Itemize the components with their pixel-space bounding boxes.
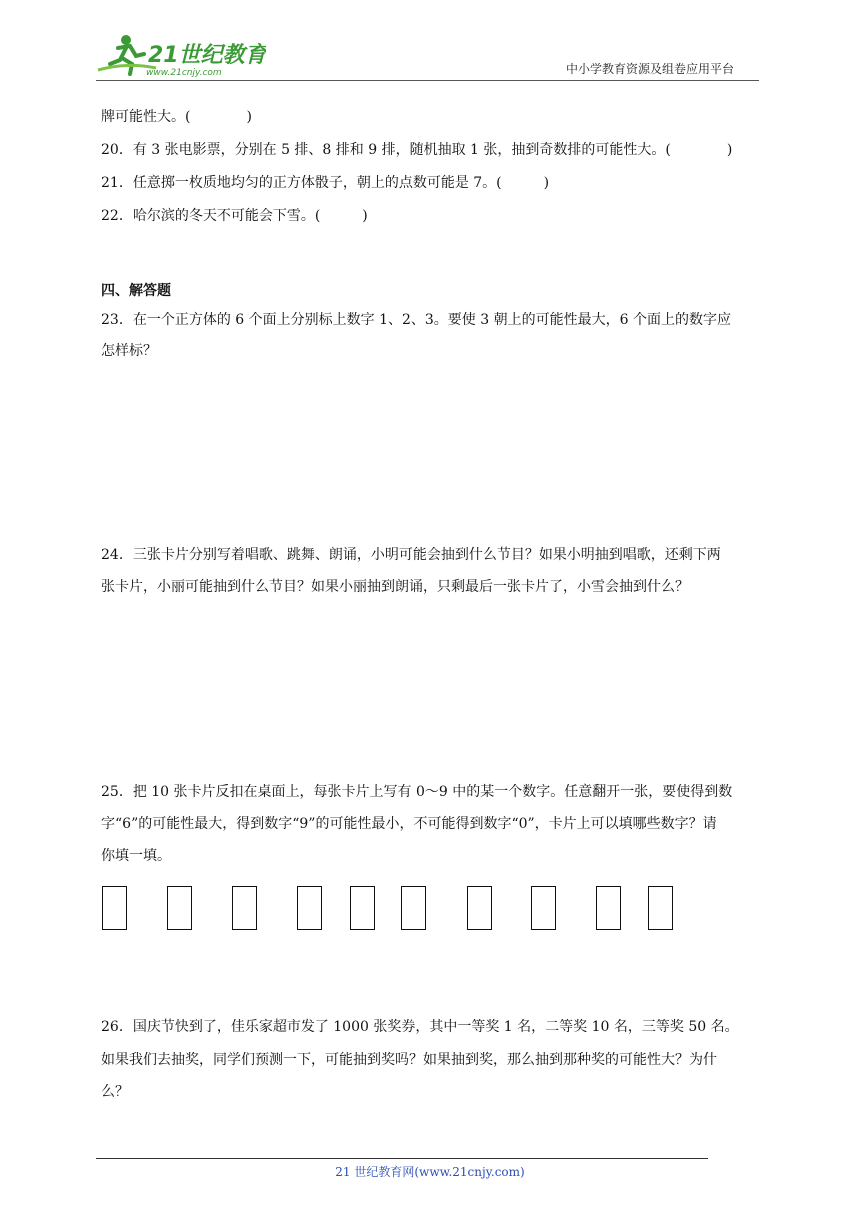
logo-text: 21世纪教育: [148, 43, 266, 68]
footer-divider: [96, 1158, 708, 1159]
question-24-line-1: 24．三张卡片分别写着唱歌、跳舞、朗诵，小明可能会抽到什么节目？如果小明抽到唱歌，还剩下两: [101, 547, 721, 563]
site-name: 中小学教育资源及组卷应用平台: [566, 62, 735, 76]
runner-logo-icon: [96, 30, 266, 80]
question-19-tail: 牌可能性大。( ): [101, 109, 252, 125]
question-23-line-1: 23．在一个正方体的 6 个面上分别标上数字 1、2、3。要使 3 朝上的可能性最大，6 个面上的数字应: [101, 312, 731, 328]
question-26-line-2: 如果我们去抽奖，同学们预测一下，可能抽到奖吗？如果抽到奖，那么抽到那种奖的可能性大？为什: [101, 1052, 717, 1068]
question-26-line-1: 26．国庆节快到了，佳乐家超市发了 1000 张奖券，其中一等奖 1 名，二等奖 10 名，三等奖 50 名。: [101, 1019, 739, 1035]
answer-box[interactable]: [232, 886, 257, 930]
answer-box[interactable]: [596, 886, 621, 930]
question-21: 21．任意掷一枚质地均匀的正方体骰子，朝上的点数可能是 7。( ): [101, 175, 550, 191]
answer-box[interactable]: [350, 886, 375, 930]
answer-box[interactable]: [531, 886, 556, 930]
question-24-line-2: 张卡片，小丽可能抽到什么节目？如果小丽抽到朗诵，只剩最后一张卡片了，小雪会抽到什么？: [101, 579, 689, 595]
answer-box[interactable]: [648, 886, 673, 930]
answer-box[interactable]: [401, 886, 426, 930]
answer-box[interactable]: [297, 886, 322, 930]
site-logo: [96, 30, 266, 80]
footer-site-link[interactable]: 21 世纪教育网(www.21cnjy.com): [335, 1165, 525, 1179]
logo-url: www.21cnjy.com: [146, 68, 222, 78]
question-22: 22．哈尔滨的冬天不可能会下雪。( ): [101, 208, 368, 224]
answer-box[interactable]: [102, 886, 127, 930]
question-20: 20．有 3 张电影票，分别在 5 排、8 排和 9 排，随机抽取 1 张，抽到奇数排的可能性大。( ): [101, 142, 733, 158]
question-26-line-3: 么？: [101, 1084, 129, 1100]
header-divider: [96, 80, 759, 81]
section-heading-answers: 四、解答题: [101, 283, 171, 299]
question-25-line-2: 字“6”的可能性最大，得到数字“9”的可能性最小，不可能得到数字“0”，卡片上可以填哪些数字？请: [101, 816, 717, 832]
question-23-line-2: 怎样标？: [101, 343, 157, 359]
answer-box[interactable]: [467, 886, 492, 930]
question-25-line-3: 你填一填。: [101, 848, 171, 864]
question-25-line-1: 25．把 10 张卡片反扣在桌面上，每张卡片上写有 0～9 中的某一个数字。任意翻开一张，要使得到数: [101, 784, 733, 800]
answer-box[interactable]: [167, 886, 192, 930]
